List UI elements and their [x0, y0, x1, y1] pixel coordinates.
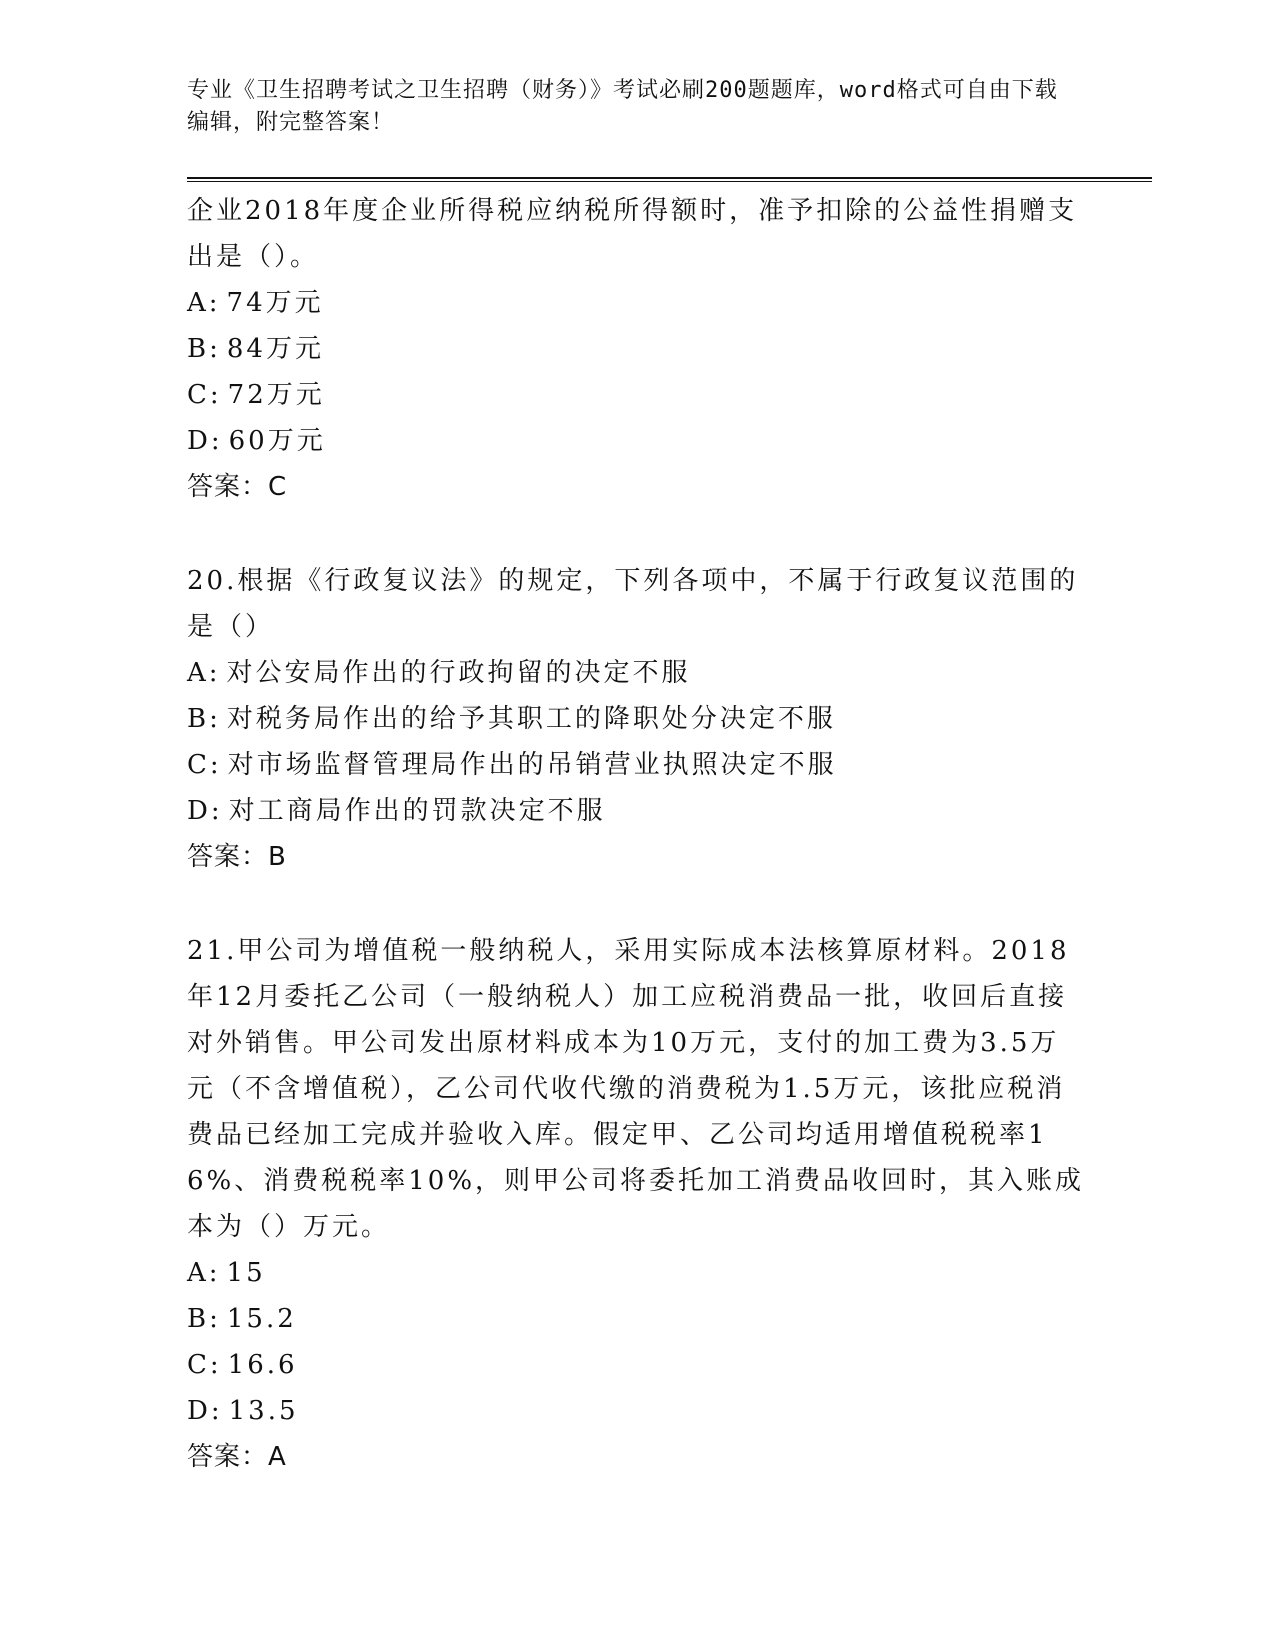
option-b [187, 326, 1087, 372]
option-label: B: [187, 1304, 221, 1334]
option-c [187, 372, 1087, 418]
option-label: D: [187, 796, 223, 826]
option-label: C: [187, 750, 222, 780]
option-label: A: [187, 1258, 221, 1288]
option-a [187, 1250, 1087, 1296]
option-b [187, 696, 1087, 742]
option-a [187, 280, 1087, 326]
question-list [187, 188, 1087, 1528]
option-text: 对工商局作出的罚款决定不服 [228, 796, 606, 826]
option-text: 72万元 [227, 380, 325, 410]
option-label: B: [187, 334, 221, 364]
option-c [187, 1342, 1087, 1388]
option-label: C: [187, 380, 222, 410]
option-text: 15 [226, 1258, 266, 1288]
option-label: D: [187, 426, 223, 456]
option-label: D: [187, 1396, 223, 1426]
question-item [187, 558, 1087, 880]
option-text: 74万元 [226, 288, 324, 318]
option-d [187, 1388, 1087, 1434]
option-text: 对市场监督管理局作出的吊销营业执照决定不服 [227, 750, 837, 780]
option-d [187, 418, 1087, 464]
header-divider [187, 177, 1152, 182]
option-b [187, 1296, 1087, 1342]
answer-line: 答案：B [187, 842, 287, 872]
question-item [187, 188, 1087, 510]
option-d [187, 788, 1087, 834]
option-c [187, 742, 1087, 788]
question-text: 企业2018年度企业所得税应纳税所得额时，准予扣除的公益性捐赠支出是（）。 [187, 196, 1078, 272]
option-text: 15.2 [226, 1304, 297, 1334]
answer-line: 答案：C [187, 472, 288, 502]
option-text: 对税务局作出的给予其职工的降职处分决定不服 [226, 704, 836, 734]
option-label: C: [187, 1350, 222, 1380]
option-a [187, 650, 1087, 696]
question-text: 20.根据《行政复议法》的规定，下列各项中，不属于行政复议范围的是（） [187, 566, 1079, 642]
option-label: B: [187, 704, 221, 734]
answer-line: 答案：A [187, 1442, 287, 1472]
option-text: 13.5 [228, 1396, 299, 1426]
option-text: 对公安局作出的行政拘留的决定不服 [226, 658, 691, 688]
document-header: 专业《卫生招聘考试之卫生招聘（财务）》考试必刷200题题库，word格式可自由下载编辑，附完整答案！ [187, 78, 1058, 135]
option-label: A: [187, 288, 221, 318]
option-text: 16.6 [227, 1350, 298, 1380]
question-item [187, 928, 1087, 1480]
option-text: 60万元 [228, 426, 326, 456]
option-label: A: [187, 658, 221, 688]
question-text: 21.甲公司为增值税一般纳税人，采用实际成本法核算原材料。2018年12月委托乙公司（一般纳税人）加工应税消费品一批，收回后直接对外销售。甲公司发出原材料成本为10万元，支付的加工费为3.5万元（不含增值税），乙公司代收代缴的消费税为1.5万元，该批应税消费品已经加工完成并验收入库。假定甲、乙公司均适用增值税税率16%、消费税税率10%，则甲公司将委托加工消费品收回时，其入账成本为（）万元。 [187, 936, 1085, 1242]
option-text: 84万元 [226, 334, 324, 364]
